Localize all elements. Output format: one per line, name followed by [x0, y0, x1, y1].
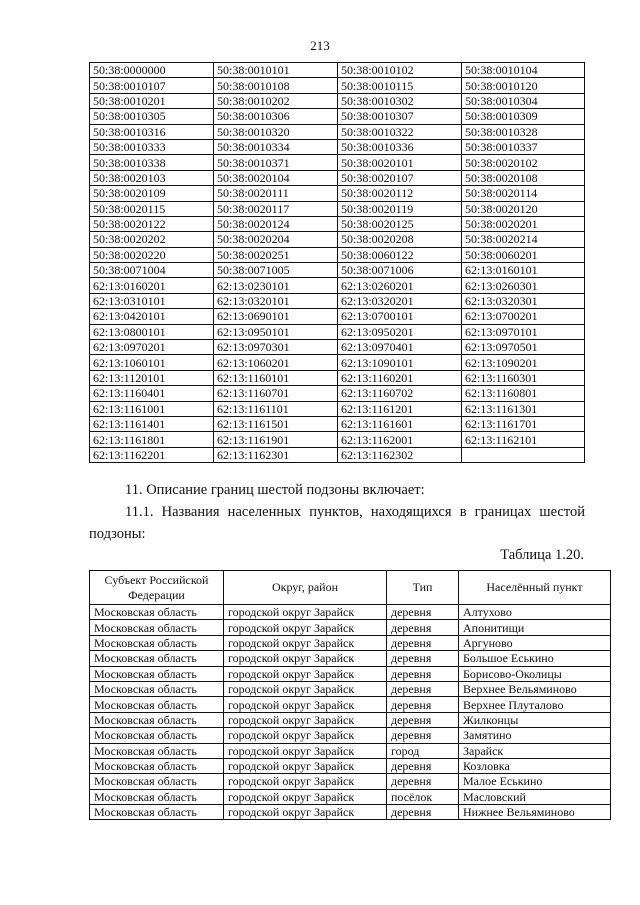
cadastral-number-cell: 50:38:0020214	[462, 232, 585, 247]
cadastral-number-cell: 50:38:0010338	[90, 155, 214, 170]
cadastral-number-cell: 62:13:0310101	[90, 293, 214, 308]
cadastral-number-cell: 50:38:0010307	[338, 109, 462, 124]
cadastral-number-cell: 62:13:0950101	[214, 324, 338, 339]
locality-cell: Борисово-Околицы	[459, 666, 611, 681]
cadastral-number-cell: 50:38:0020120	[462, 201, 585, 216]
table-row	[90, 139, 585, 154]
cadastral-number-cell: 50:38:0010115	[338, 78, 462, 93]
cadastral-number-cell: 50:38:0020112	[338, 186, 462, 201]
cadastral-number-cell: 50:38:0071005	[214, 263, 338, 278]
table-row	[90, 432, 585, 447]
section-11-1-text-continued: подзоны:	[89, 526, 146, 542]
type-cell: деревня	[387, 805, 459, 820]
district-cell: городской округ Зарайск	[224, 805, 387, 820]
locality-cell: Нижнее Вельяминово	[459, 805, 611, 820]
district-cell: городской округ Зарайск	[224, 789, 387, 804]
subject-cell: Московская область	[90, 805, 224, 820]
locality-table-header-row	[90, 571, 611, 605]
cadastral-number-cell: 62:13:1090101	[338, 355, 462, 370]
cadastral-number-cell: 50:38:0010336	[338, 139, 462, 154]
cadastral-number-cell: 62:13:1160401	[90, 386, 214, 401]
district-cell: городской округ Зарайск	[224, 743, 387, 758]
table-row	[90, 186, 585, 201]
cadastral-number-cell: 62:13:0950201	[338, 324, 462, 339]
cadastral-number-cell: 62:13:1161001	[90, 401, 214, 416]
cadastral-number-cell: 50:38:0020202	[90, 232, 214, 247]
cadastral-number-cell: 62:13:0160201	[90, 278, 214, 293]
cadastral-number-cell: 50:38:0010101	[214, 63, 338, 78]
cadastral-number-cell: 62:13:0320101	[214, 293, 338, 308]
cadastral-number-cell: 62:13:1160301	[462, 370, 585, 385]
cadastral-number-cell: 50:38:0060122	[338, 247, 462, 262]
cadastral-number-cell: 50:38:0010316	[90, 124, 214, 139]
table-row	[90, 293, 585, 308]
cadastral-number-cell: 50:38:0020103	[90, 170, 214, 185]
cadastral-number-cell: 62:13:0700201	[462, 309, 585, 324]
table-row	[90, 635, 611, 650]
cadastral-number-cell: 50:38:0020124	[214, 216, 338, 231]
cadastral-number-cell: 62:13:1161801	[90, 432, 214, 447]
cadastral-number-cell: 62:13:1161101	[214, 401, 338, 416]
locality-cell: Верхнее Вельяминово	[459, 681, 611, 696]
table-row	[90, 93, 585, 108]
locality-cell: Аргуново	[459, 635, 611, 650]
cadastral-number-cell: 50:38:0071006	[338, 263, 462, 278]
cadastral-number-cell: 50:38:0020107	[338, 170, 462, 185]
cadastral-number-cell: 50:38:0010302	[338, 93, 462, 108]
type-cell: деревня	[387, 712, 459, 727]
type-cell: деревня	[387, 774, 459, 789]
cadastral-number-cell: 50:38:0010322	[338, 124, 462, 139]
table-row	[90, 109, 585, 124]
cadastral-number-cell: 62:13:1161501	[214, 416, 338, 431]
district-cell: городской округ Зарайск	[224, 774, 387, 789]
district-cell: городской округ Зарайск	[224, 728, 387, 743]
cadastral-number-cell: 50:38:0010202	[214, 93, 338, 108]
district-cell: городской округ Зарайск	[224, 712, 387, 727]
table-row	[90, 355, 585, 370]
type-cell: деревня	[387, 681, 459, 696]
district-cell: городской округ Зарайск	[224, 697, 387, 712]
table-row	[90, 416, 585, 431]
locality-cell: Малое Еськино	[459, 774, 611, 789]
cadastral-number-cell: 62:13:1162302	[338, 447, 462, 462]
district-cell: городской округ Зарайск	[224, 605, 387, 620]
type-cell: деревня	[387, 758, 459, 773]
subject-cell: Московская область	[90, 635, 224, 650]
cadastral-number-cell: 50:38:0020109	[90, 186, 214, 201]
type-cell: деревня	[387, 651, 459, 666]
table-row	[90, 155, 585, 170]
cadastral-number-cell: 50:38:0020204	[214, 232, 338, 247]
cadastral-number-cell: 62:13:0160101	[462, 263, 585, 278]
cadastral-number-cell: 50:38:0010305	[90, 109, 214, 124]
locality-cell: Жилконцы	[459, 712, 611, 727]
table-row	[90, 666, 611, 681]
cadastral-number-cell: 50:38:0020115	[90, 201, 214, 216]
district-cell: городской округ Зарайск	[224, 758, 387, 773]
type-cell: деревня	[387, 635, 459, 650]
cadastral-number-cell: 62:13:0970301	[214, 340, 338, 355]
type-cell: город	[387, 743, 459, 758]
table-row	[90, 789, 611, 804]
table-row	[90, 63, 585, 78]
cadastral-number-cell: 50:38:0010108	[214, 78, 338, 93]
locality-cell: Верхнее Плуталово	[459, 697, 611, 712]
table-row	[90, 278, 585, 293]
cadastral-number-cell: 50:38:0020101	[338, 155, 462, 170]
cadastral-number-cell: 62:13:1162001	[338, 432, 462, 447]
table-row	[90, 743, 611, 758]
table-row	[90, 263, 585, 278]
table-row	[90, 216, 585, 231]
table-row	[90, 201, 585, 216]
table-row	[90, 232, 585, 247]
district-cell: городской округ Зарайск	[224, 651, 387, 666]
subject-cell: Московская область	[90, 605, 224, 620]
cadastral-number-cell: 50:38:0020201	[462, 216, 585, 231]
cadastral-number-cell: 50:38:0010333	[90, 139, 214, 154]
cadastral-number-cell: 50:38:0020251	[214, 247, 338, 262]
subject-cell: Московская область	[90, 651, 224, 666]
cadastral-number-cell: 62:13:1161201	[338, 401, 462, 416]
cadastral-number-cell: 62:13:0420101	[90, 309, 214, 324]
cadastral-number-cell: 62:13:1060101	[90, 355, 214, 370]
cadastral-number-cell: 62:13:0970201	[90, 340, 214, 355]
cadastral-number-cell: 50:38:0020117	[214, 201, 338, 216]
locality-cell: Зарайск	[459, 743, 611, 758]
cadastral-number-cell: 62:13:0230101	[214, 278, 338, 293]
cadastral-number-cell: 62:13:0260201	[338, 278, 462, 293]
type-cell: деревня	[387, 728, 459, 743]
subject-cell: Московская область	[90, 728, 224, 743]
cadastral-number-cell: 62:13:1161701	[462, 416, 585, 431]
locality-cell: Масловский	[459, 789, 611, 804]
cadastral-number-cell: 62:13:1161301	[462, 401, 585, 416]
type-cell: деревня	[387, 697, 459, 712]
table-row	[90, 620, 611, 635]
locality-cell: Большое Еськино	[459, 651, 611, 666]
subject-cell: Московская область	[90, 789, 224, 804]
cadastral-number-cell: 50:38:0020114	[462, 186, 585, 201]
locality-cell: Замятино	[459, 728, 611, 743]
cadastral-number-cell: 50:38:0010104	[462, 63, 585, 78]
subject-cell: Московская область	[90, 758, 224, 773]
subject-cell: Московская область	[90, 774, 224, 789]
cadastral-number-cell: 62:13:1090201	[462, 355, 585, 370]
cadastral-number-cell: 50:38:0020108	[462, 170, 585, 185]
table-row	[90, 774, 611, 789]
cadastral-number-cell: 62:13:0970101	[462, 324, 585, 339]
cadastral-number-cell: 62:13:0970501	[462, 340, 585, 355]
table-row	[90, 712, 611, 727]
table-row	[90, 651, 611, 666]
cadastral-number-cell: 50:38:0010328	[462, 124, 585, 139]
cadastral-number-cell: 50:38:0020122	[90, 216, 214, 231]
district-cell: городской округ Зарайск	[224, 620, 387, 635]
cadastral-number-cell: 62:13:1060201	[214, 355, 338, 370]
cadastral-number-cell: 62:13:1120101	[90, 370, 214, 385]
table-row	[90, 340, 585, 355]
header-locality: Населённый пункт	[459, 571, 611, 605]
type-cell: деревня	[387, 620, 459, 635]
cadastral-number-cell: 50:38:0010107	[90, 78, 214, 93]
section-11-1-text: 11.1. Названия населенных пунктов, находящихся в границах шестой	[125, 504, 585, 520]
cadastral-number-cell: 50:38:0010102	[338, 63, 462, 78]
subject-cell: Московская область	[90, 620, 224, 635]
locality-table	[89, 570, 611, 820]
cadastral-number-cell: 62:13:0690101	[214, 309, 338, 324]
cadastral-number-cell: 50:38:0020111	[214, 186, 338, 201]
cadastral-number-cell: 50:38:0020119	[338, 201, 462, 216]
cadastral-number-cell: 50:38:0020102	[462, 155, 585, 170]
page-number: 213	[310, 38, 330, 53]
locality-cell: Козловка	[459, 758, 611, 773]
table-row	[90, 401, 585, 416]
cadastral-number-cell: 62:13:0700101	[338, 309, 462, 324]
cadastral-number-cell: 62:13:0320301	[462, 293, 585, 308]
cadastral-number-cell: 50:38:0010120	[462, 78, 585, 93]
table-row	[90, 78, 585, 93]
table-row	[90, 247, 585, 262]
table-row	[90, 386, 585, 401]
cadastral-number-cell: 62:13:0320201	[338, 293, 462, 308]
table-row	[90, 758, 611, 773]
table-row	[90, 324, 585, 339]
cadastral-number-cell: 62:13:1160702	[338, 386, 462, 401]
cadastral-number-cell: 62:13:1162201	[90, 447, 214, 462]
table-row	[90, 805, 611, 820]
subject-cell: Московская область	[90, 681, 224, 696]
cadastral-number-cell	[462, 447, 585, 462]
table-row	[90, 370, 585, 385]
cadastral-number-cell: 62:13:0970401	[338, 340, 462, 355]
cadastral-number-cell: 62:13:1160201	[338, 370, 462, 385]
cadastral-number-cell: 50:38:0000000	[90, 63, 214, 78]
type-cell: деревня	[387, 666, 459, 681]
locality-cell: Алтухово	[459, 605, 611, 620]
cadastral-number-cell: 50:38:0010337	[462, 139, 585, 154]
cadastral-number-cell: 50:38:0010306	[214, 109, 338, 124]
table-row	[90, 605, 611, 620]
table-row	[90, 124, 585, 139]
subject-cell: Московская область	[90, 666, 224, 681]
cadastral-number-cell: 50:38:0010201	[90, 93, 214, 108]
cadastral-number-cell: 50:38:0020220	[90, 247, 214, 262]
cadastral-number-table	[89, 62, 585, 463]
header-type: Тип	[387, 571, 459, 605]
type-cell: деревня	[387, 605, 459, 620]
cadastral-number-cell: 50:38:0010371	[214, 155, 338, 170]
header-district: Округ, район	[224, 571, 387, 605]
header-subject: Субъект Российской Федерации	[90, 571, 224, 605]
cadastral-number-cell: 50:38:0020208	[338, 232, 462, 247]
locality-cell: Апонитищи	[459, 620, 611, 635]
cadastral-number-cell: 50:38:0020125	[338, 216, 462, 231]
cadastral-number-cell: 50:38:0010304	[462, 93, 585, 108]
district-cell: городской округ Зарайск	[224, 635, 387, 650]
table-row	[90, 681, 611, 696]
section-11-heading: 11. Описание границ шестой подзоны включает:	[125, 482, 425, 498]
cadastral-number-cell: 62:13:1161601	[338, 416, 462, 431]
cadastral-number-cell: 62:13:1161901	[214, 432, 338, 447]
type-cell: посёлок	[387, 789, 459, 804]
table-row	[90, 447, 585, 462]
cadastral-number-cell: 50:38:0010334	[214, 139, 338, 154]
cadastral-number-cell: 62:13:0800101	[90, 324, 214, 339]
cadastral-number-cell: 50:38:0060201	[462, 247, 585, 262]
table-row	[90, 309, 585, 324]
cadastral-number-cell: 62:13:1162301	[214, 447, 338, 462]
cadastral-number-cell: 62:13:1160101	[214, 370, 338, 385]
table-row	[90, 728, 611, 743]
cadastral-number-cell: 50:38:0010320	[214, 124, 338, 139]
cadastral-number-cell: 62:13:0260301	[462, 278, 585, 293]
cadastral-number-cell: 50:38:0071004	[90, 263, 214, 278]
cadastral-number-cell: 62:13:1160801	[462, 386, 585, 401]
subject-cell: Московская область	[90, 743, 224, 758]
subject-cell: Московская область	[90, 712, 224, 727]
table-caption: Таблица 1.20.	[500, 547, 584, 563]
district-cell: городской округ Зарайск	[224, 681, 387, 696]
table-row	[90, 170, 585, 185]
cadastral-number-cell: 50:38:0010309	[462, 109, 585, 124]
district-cell: городской округ Зарайск	[224, 666, 387, 681]
table-row	[90, 697, 611, 712]
subject-cell: Московская область	[90, 697, 224, 712]
cadastral-number-cell: 50:38:0020104	[214, 170, 338, 185]
cadastral-number-cell: 62:13:1161401	[90, 416, 214, 431]
cadastral-number-cell: 62:13:1160701	[214, 386, 338, 401]
cadastral-number-cell: 62:13:1162101	[462, 432, 585, 447]
